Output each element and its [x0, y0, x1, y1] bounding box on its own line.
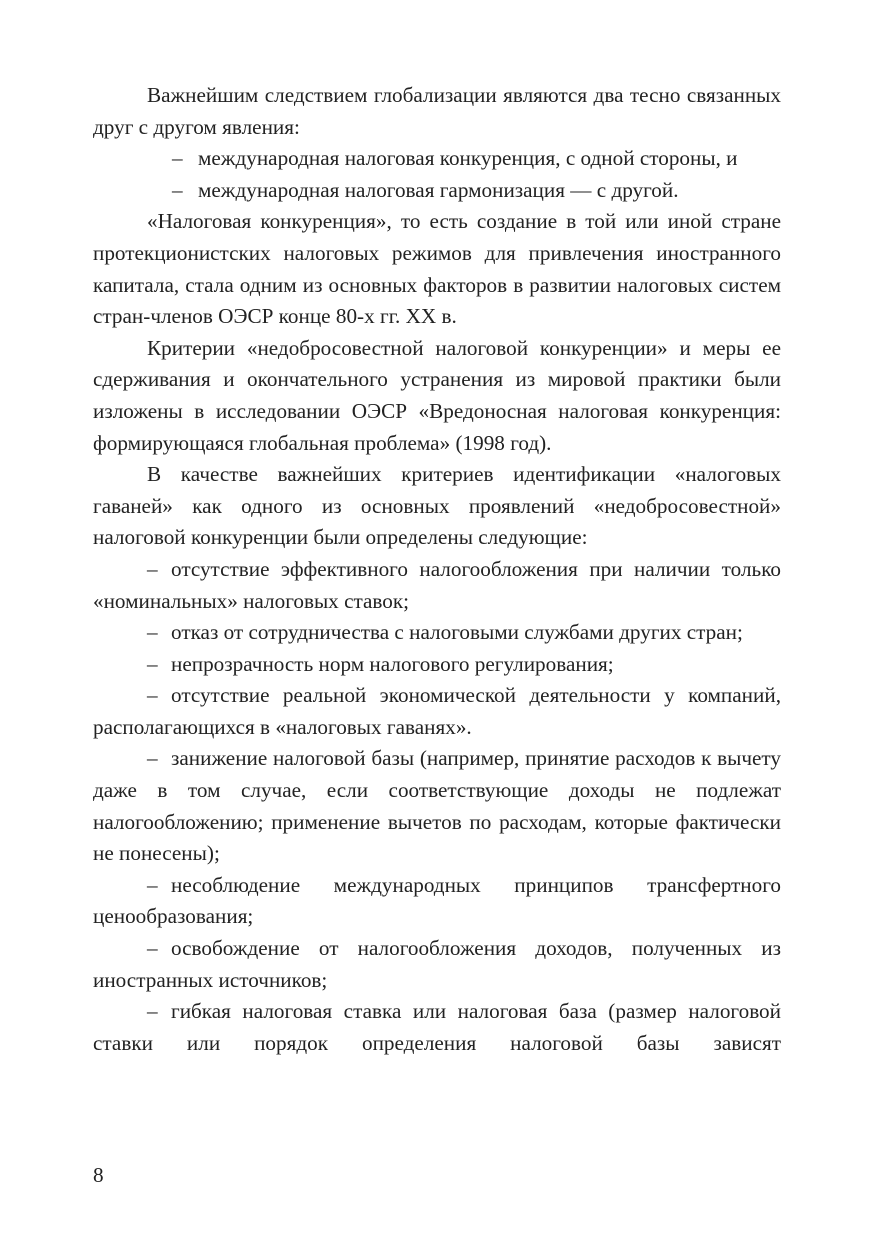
criteria-item — [93, 680, 781, 743]
criteria-item-text: освобождение от налогообложения доходов, полученных из иностранных источников; — [93, 936, 781, 992]
dash-bullet: – — [147, 556, 158, 581]
document-page — [93, 80, 781, 1059]
dash-bullet: – — [147, 683, 158, 708]
page-number: 8 — [93, 1163, 104, 1187]
criteria-item — [93, 649, 781, 681]
list-item — [172, 143, 781, 175]
dash-bullet: – — [147, 872, 158, 897]
criteria-item-text: отсутствие реальной экономической деятельности у компаний, располагающихся в «налоговых гаванях». — [93, 683, 781, 739]
criteria-item — [93, 870, 781, 933]
list-item — [172, 175, 781, 207]
criteria-item — [93, 996, 781, 1059]
dash-bullet: – — [147, 620, 158, 645]
criteria-item-text: гибкая налоговая ставка или налоговая база (размер налоговой ставки или порядок определения налоговой базы зависят — [93, 999, 781, 1055]
criteria-item — [93, 743, 781, 869]
consequences-list — [93, 143, 781, 206]
dash-bullet: – — [147, 999, 158, 1024]
intro-paragraph: Важнейшим следствием глобализации являются два тесно связанных друг с другом явления: — [93, 83, 781, 139]
list-item-text: международная налоговая конкуренция, с одной стороны, и — [198, 146, 738, 171]
competition-paragraph: «Налоговая конкуренция», то есть создание в той или иной стране протекционистских налоговых режимов для привлечения иностранного капитала, стала одним из основных факторов в развитии налоговых систем стран-членов ОЭСР конце 80-х гг. XX в. — [93, 209, 781, 329]
dash-bullet: – — [172, 146, 183, 171]
dash-bullet: – — [147, 651, 158, 676]
criteria-item-text: занижение налоговой базы (например, принятие расходов к вычету даже в том случае, если соответствующие доходы не подлежат налогообложению; применение вычетов по расходам, которые фактически не понесены); — [93, 746, 781, 866]
criteria-paragraph: Критерии «недобросовестной налоговой конкуренции» и меры ее сдерживания и окончательного устранения из мировой практики были изложены в исследовании ОЭСР «Вредоносная налоговая конкуренция: формирующаяся глобальная проблема» (1998 год). — [93, 335, 781, 455]
list-item-text: международная налоговая гармонизация — с другой. — [198, 177, 679, 202]
dash-bullet: – — [172, 177, 183, 202]
criteria-item-text: отсутствие эффективного налогообложения при наличии только «номинальных» налоговых ставок; — [93, 556, 781, 613]
criteria-item-text: непрозрачность норм налогового регулирования; — [171, 651, 614, 676]
dash-bullet: – — [147, 746, 158, 771]
criteria-item — [93, 617, 781, 649]
criteria-item — [93, 933, 781, 996]
criteria-item-text: отказ от сотрудничества с налоговыми службами других стран; — [171, 620, 743, 645]
criteria-item-text: несоблюдение международных принципов трансфертного ценообразования; — [93, 872, 781, 929]
dash-bullet: – — [147, 936, 158, 961]
havens-paragraph: В качестве важнейших критериев идентификации «налоговых гаваней» как одного из основных проявлений «недобросовестной» налоговой конкуренции были определены следующие: — [93, 462, 781, 550]
criteria-item — [93, 554, 781, 617]
